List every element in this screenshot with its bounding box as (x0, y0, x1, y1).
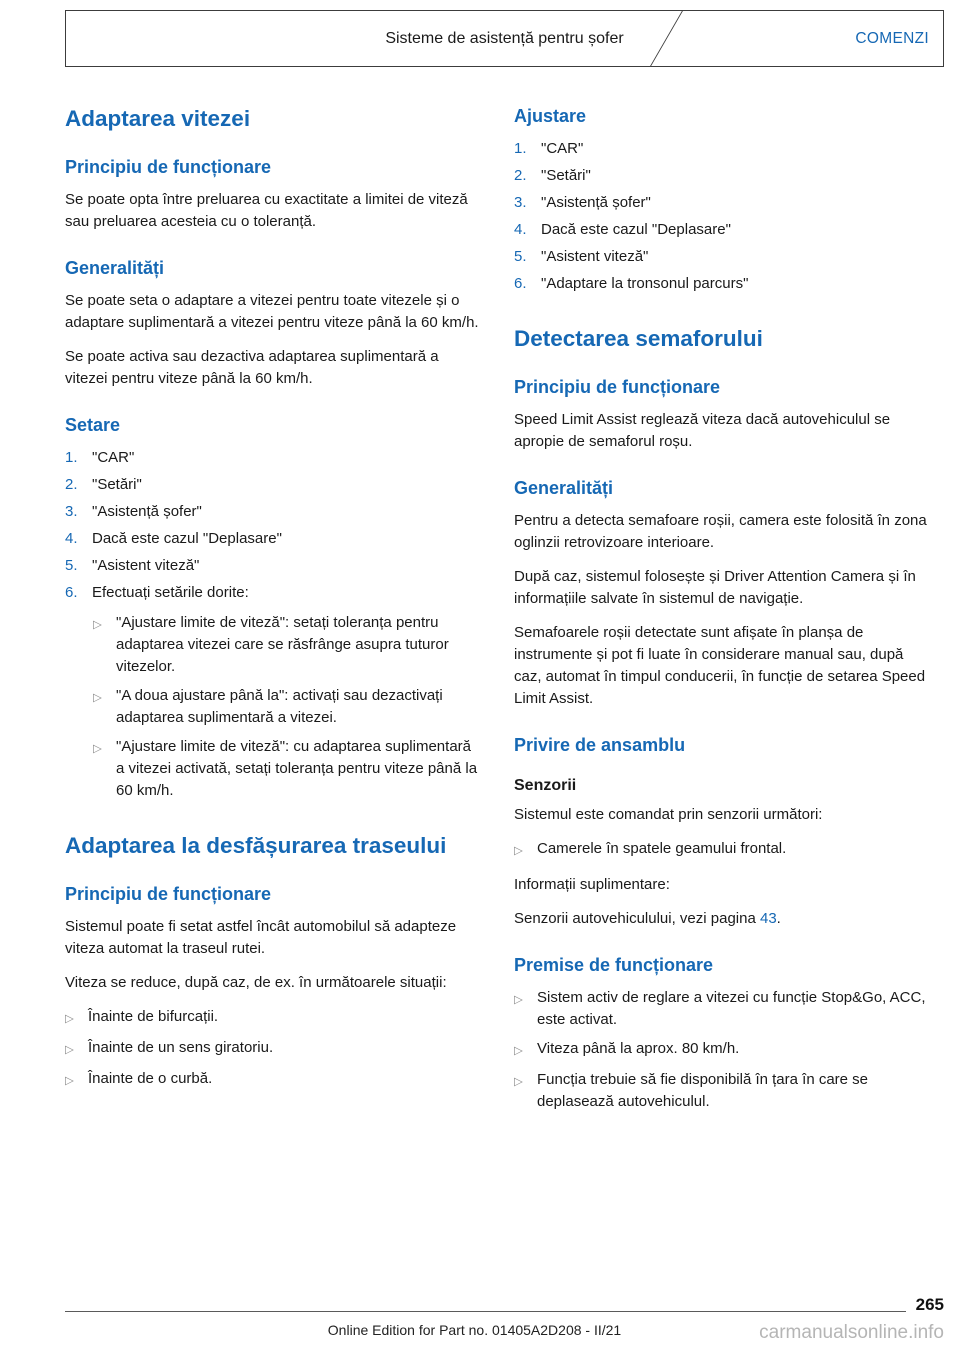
step-item (514, 273, 929, 295)
bullet-item (514, 838, 929, 862)
setare-step-list (65, 447, 480, 604)
link-line-prefix: Senzorii autovehiculului, vezi pagina (514, 910, 760, 927)
page-footer (65, 1295, 944, 1348)
step-text: "Asistență șofer" (541, 194, 651, 211)
step-text: "Asistență șofer" (92, 503, 202, 520)
footer-rule (65, 1311, 906, 1312)
heading-adaptarea-vitezei: Adaptarea vitezei (65, 106, 251, 131)
triangle-bullet-icon: ▷ (514, 994, 523, 1006)
footer-rule-row (65, 1295, 944, 1315)
step-item (514, 138, 929, 160)
heading-principiu-functionare-2: Principiu de funcționare (65, 884, 272, 904)
heading-principiu-functionare-1: Principiu de funcționare (65, 157, 272, 177)
step-number: 6. (514, 275, 527, 292)
heading-adaptarea-traseu: Adaptarea la desfășurarea traseului (65, 833, 447, 858)
bullet-item (93, 612, 480, 678)
footer-line2 (65, 1322, 944, 1348)
step-number: 4. (514, 221, 527, 238)
right-column (514, 105, 929, 1125)
bullet-item (93, 736, 480, 802)
step-text: "Setări" (92, 476, 142, 493)
traseu-bullet-list (65, 1006, 480, 1092)
page-content (0, 67, 960, 1125)
bullet-item (514, 1069, 929, 1113)
paragraph: Se poate opta între preluarea cu exactitate a limitei de viteză sau preluarea acesteia cu o toleranță. (65, 191, 468, 230)
page-reference-link[interactable]: 43 (759, 910, 777, 927)
setare-options-list (65, 612, 480, 802)
step-text: "CAR" (541, 140, 584, 157)
step-number: 1. (65, 449, 78, 466)
step-item (514, 192, 929, 214)
step-text: "Setări" (541, 167, 591, 184)
heading-ajustare: Ajustare (514, 106, 587, 126)
step-number: 4. (65, 530, 78, 547)
edition-note: Online Edition for Part no. 01405A2D208 - II/21 (327, 1322, 622, 1338)
step-text: Dacă este cazul "Deplasare" (541, 221, 731, 238)
bullet-item (514, 987, 929, 1031)
paragraph-with-link (514, 908, 929, 930)
step-item (65, 447, 480, 469)
step-item (514, 165, 929, 187)
left-column (65, 105, 480, 1125)
link-line-suffix: . (776, 910, 781, 927)
paragraph: Sistemul poate fi setat astfel încât automobilul să adapteze viteza automat la traseul rutei. (65, 918, 457, 957)
step-item (514, 219, 929, 241)
step-item (65, 582, 480, 604)
step-number: 5. (65, 557, 78, 574)
bullet-text: Funcția trebuie să fie disponibilă în țara în care se deplasează autovehiculul. (537, 1071, 869, 1110)
heading-privire-de-ansamblu: Privire de ansamblu (514, 735, 686, 755)
paragraph: După caz, sistemul folosește și Driver Attention Camera și în informațiile salvate în sistemul de navigație. (514, 568, 916, 607)
heading-generalitati-left: Generalități (65, 258, 165, 278)
bullet-text: Viteza până la aprox. 80 km/h. (537, 1040, 740, 1057)
step-item (514, 246, 929, 268)
bullet-text: Înainte de un sens giratoriu. (88, 1039, 274, 1056)
bullet-item (93, 685, 480, 729)
step-text: Efectuați setările dorite: (92, 584, 249, 601)
bullet-text: "Ajustare limite de viteză": setați toleranța pentru adaptarea vitezei care se răsfrânge asupra tuturor vitezelor. (116, 614, 449, 675)
ajustare-step-list (514, 138, 929, 295)
section-tab-label: COMENZI (855, 29, 929, 47)
step-number: 2. (65, 476, 78, 493)
bullet-text: Sistem activ de reglare a vitezei cu funcție Stop&Go, ACC, este activat. (537, 989, 926, 1028)
bullet-text: Înainte de o curbă. (88, 1070, 213, 1087)
paragraph: Pentru a detecta semafoare roșii, camera este folosită în zona oglinzii retrovizoare interioare. (514, 512, 927, 551)
heading-premise-functionare: Premise de funcționare (514, 955, 714, 975)
bullet-text: "Ajustare limite de viteză": cu adaptarea suplimentară a vitezei activată, setați toleranța pentru viteze până la 60 km/h. (116, 738, 478, 799)
step-number: 3. (65, 503, 78, 520)
step-number: 6. (65, 584, 78, 601)
page-header (65, 10, 944, 67)
paragraph: Speed Limit Assist reglează viteza dacă autovehiculul se apropie de semaforul roșu. (514, 411, 891, 450)
bullet-text: "A doua ajustare până la": activați sau dezactivați adaptarea suplimentară a vitezei. (116, 687, 443, 726)
paragraph: Viteza se reduce, după caz, de ex. în următoarele situații: (65, 974, 447, 991)
page-number: 265 (915, 1295, 944, 1314)
triangle-bullet-icon: ▷ (65, 1075, 74, 1087)
step-text: "CAR" (92, 449, 135, 466)
triangle-bullet-icon: ▷ (514, 1076, 523, 1088)
bullet-item (65, 1068, 480, 1092)
step-text: "Adaptare la tronsonul parcurs" (541, 275, 749, 292)
paragraph: Se poate activa sau dezactiva adaptarea suplimentară a vitezei pentru viteze până la 60 km/h. (65, 348, 439, 387)
triangle-bullet-icon: ▷ (65, 1013, 74, 1025)
step-item (65, 555, 480, 577)
step-item (65, 501, 480, 523)
paragraph: Se poate seta o adaptare a vitezei pentru toate vitezele și o adaptare suplimentară a vitezei pentru viteze până la 60 km/h. (65, 292, 479, 331)
bullet-item (514, 1038, 929, 1062)
triangle-bullet-icon: ▷ (93, 619, 102, 631)
triangle-bullet-icon: ▷ (514, 845, 523, 857)
step-item (65, 528, 480, 550)
bullet-item (65, 1037, 480, 1061)
triangle-bullet-icon: ▷ (93, 743, 102, 755)
step-number: 3. (514, 194, 527, 211)
step-number: 1. (514, 140, 527, 157)
paragraph: Semafoarele roșii detectate sunt afișate în planșa de instrumente și pot fi luate în considerare manual sau, după caz, automat în timpul conducerii, în funcție de setarea Speed Limit Assist. (514, 624, 926, 707)
heading-principiu-functionare-3: Principiu de funcționare (514, 377, 721, 397)
senzori-bullet-list (514, 838, 929, 862)
triangle-bullet-icon: ▷ (514, 1045, 523, 1057)
bullet-item (65, 1006, 480, 1030)
step-number: 2. (514, 167, 527, 184)
step-text: "Asistent viteză" (541, 248, 649, 265)
watermark-text: carmanualsonline.info (759, 1322, 944, 1343)
step-number: 5. (514, 248, 527, 265)
bullet-text: Înainte de bifurcații. (88, 1008, 219, 1025)
heading-detectarea-semaforului: Detectarea semaforului (514, 326, 763, 351)
triangle-bullet-icon: ▷ (93, 692, 102, 704)
step-item (65, 474, 480, 496)
heading-setare: Setare (65, 415, 121, 435)
chapter-title: Sisteme de asistență pentru șofer (385, 29, 624, 47)
paragraph: Sistemul este comandat prin senzorii următori: (514, 806, 823, 823)
bullet-text: Camerele în spatele geamului frontal. (537, 840, 787, 857)
paragraph: Informații suplimentare: (514, 876, 670, 893)
step-text: "Asistent viteză" (92, 557, 200, 574)
step-text: Dacă este cazul "Deplasare" (92, 530, 282, 547)
triangle-bullet-icon: ▷ (65, 1044, 74, 1056)
premise-bullet-list (514, 987, 929, 1113)
heading-generalitati-right: Generalități (514, 478, 614, 498)
subheading-senzorii: Senzorii (514, 777, 577, 794)
